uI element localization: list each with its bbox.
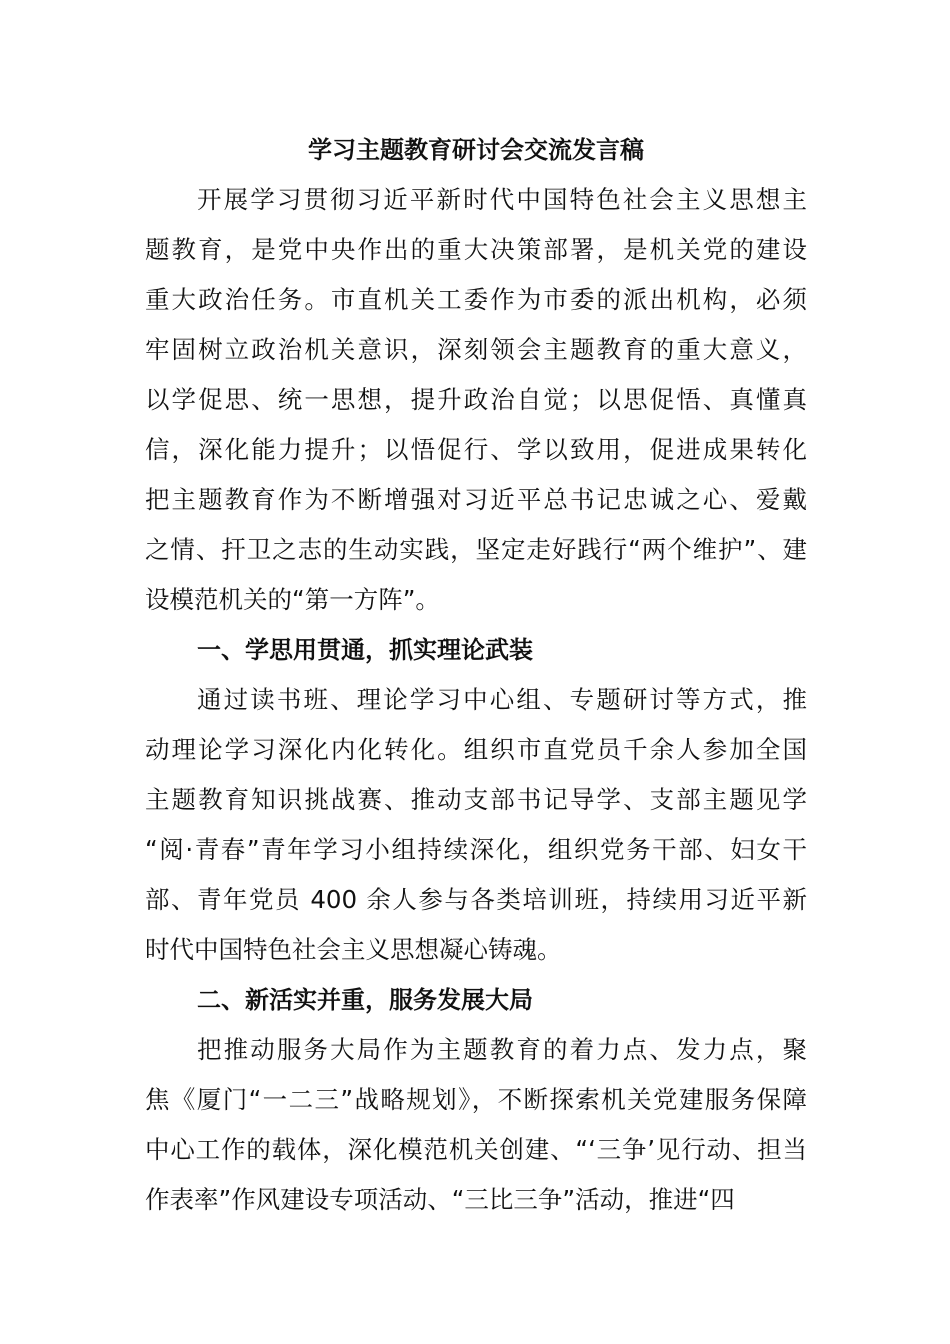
text-line: 时代中国特色社会主义思想凝心铸魂。 (145, 935, 562, 964)
section-heading-1: 一、学思用贯通，抓实理论武装 (197, 636, 533, 664)
text-line: 把推动服务大局作为主题教育的着力点、发力点，聚 (197, 1035, 807, 1064)
text-line: 把主题教育作为不断增强对习近平总书记忠诚之心、爱戴 (145, 485, 807, 514)
text-line: 信，深化能力提升；以悟促行、学以致用，促进成果转化 (145, 435, 807, 464)
intro-paragraph (145, 175, 807, 625)
section-2-paragraph (145, 1025, 807, 1225)
document-title: 学习主题教育研讨会交流发言稿 (308, 136, 644, 164)
text-line: 题教育，是党中央作出的重大决策部署，是机关党的建设 (145, 235, 807, 264)
text-line: 设模范机关的“第一方阵”。 (145, 585, 440, 614)
text-line: 重大政治任务。市直机关工委作为市委的派出机构，必须 (145, 285, 807, 314)
section-1-paragraph (145, 675, 807, 975)
text-line: 作表率”作风建设专项活动、“三比三争”活动，推进“四 (145, 1185, 735, 1214)
document-page (145, 125, 807, 1225)
text-line: 部、青年党员 400 余人参与各类培训班，持续用习近平新 (145, 885, 807, 914)
text-line: 通过读书班、理论学习中心组、专题研讨等方式，推 (197, 685, 807, 714)
text-line: 主题教育知识挑战赛、推动支部书记导学、支部主题见学 (145, 785, 807, 814)
text-line: 中心工作的载体，深化模范机关创建、“‘三争’见行动、担当 (145, 1135, 807, 1164)
text-line: 牢固树立政治机关意识，深刻领会主题教育的重大意义， (145, 335, 807, 364)
text-line: 焦《厦门“一二三”战略规划》，不断探索机关党建服务保障 (145, 1085, 807, 1114)
text-line: 动理论学习深化内化转化。组织市直党员千余人参加全国 (145, 735, 807, 764)
section-heading-2: 二、新活实并重，服务发展大局 (197, 986, 533, 1014)
text-line: 以学促思、统一思想，提升政治自觉；以思促悟、真懂真 (145, 385, 807, 414)
text-line: 开展学习贯彻习近平新时代中国特色社会主义思想主 (197, 185, 807, 214)
text-line: “阅·青春”青年学习小组持续深化，组织党务干部、妇女干 (145, 835, 807, 864)
text-line: 之情、扞卫之志的生动实践，坚定走好践行“两个维护”、建 (145, 535, 807, 564)
